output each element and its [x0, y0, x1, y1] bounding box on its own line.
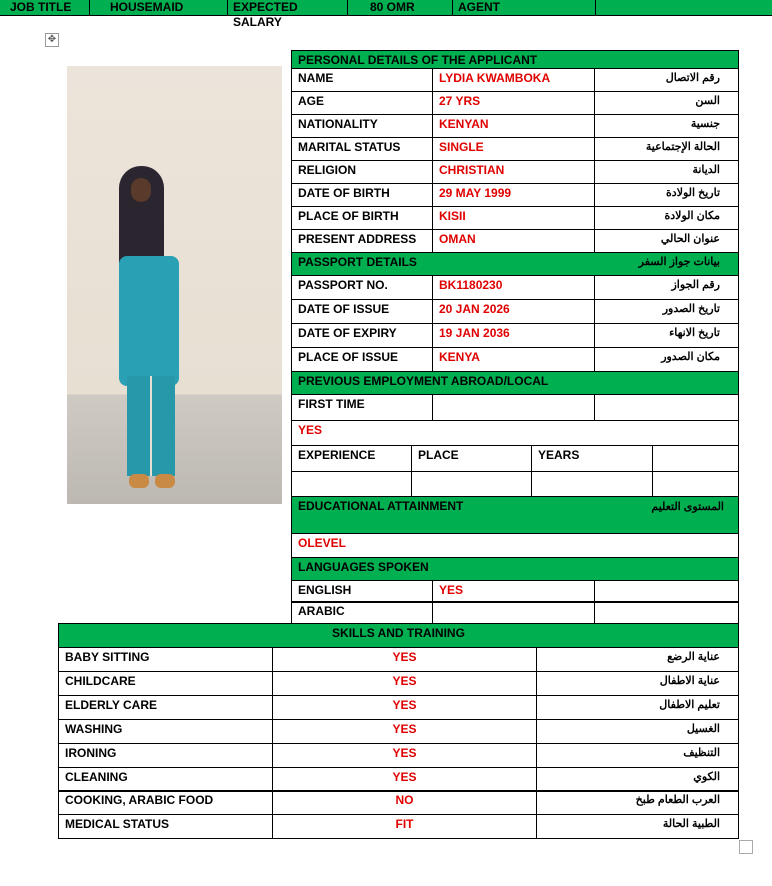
- field-value: BK1180230: [432, 275, 595, 300]
- field-label: MARITAL STATUS: [291, 137, 433, 161]
- experience-cell: [291, 471, 412, 497]
- skill-value: YES: [272, 743, 537, 768]
- first-time-label: FIRST TIME: [291, 394, 433, 421]
- skill-value: YES: [272, 647, 537, 672]
- education-value: OLEVEL: [291, 533, 739, 558]
- skill-name-arabic: الغسيل: [536, 719, 739, 744]
- field-label-arabic: الديانة: [594, 160, 739, 184]
- skill-value: YES: [272, 767, 537, 792]
- language-extra: [594, 601, 739, 624]
- field-value: 29 MAY 1999: [432, 183, 595, 207]
- experience-col-header: EXPERIENCE: [291, 445, 412, 472]
- experience-cell: [652, 471, 739, 497]
- experience-cell: [531, 471, 653, 497]
- first-time-answer: YES: [291, 420, 739, 446]
- field-label-arabic: الحالة الإجتماعية: [594, 137, 739, 161]
- skill-name: COOKING, ARABIC FOOD: [58, 790, 273, 815]
- skill-name-arabic: التنظيف: [536, 743, 739, 768]
- skill-value: YES: [272, 719, 537, 744]
- job-title-label: JOB TITLE: [0, 0, 90, 15]
- expected-salary-label: EXPECTED SALARY: [228, 0, 348, 15]
- experience-col-header: YEARS: [531, 445, 653, 472]
- field-label: RELIGION: [291, 160, 433, 184]
- education-header: [291, 496, 739, 534]
- field-label-arabic: تاريخ الانهاء: [594, 323, 739, 348]
- field-label-arabic: جنسية: [594, 114, 739, 138]
- education-header-label: EDUCATIONAL ATTAINMENT: [298, 499, 464, 513]
- field-label-arabic: عنوان الحالي: [594, 229, 739, 253]
- field-label: DATE OF ISSUE: [291, 299, 433, 324]
- field-value: KENYA: [432, 347, 595, 372]
- skill-name: MEDICAL STATUS: [58, 814, 273, 839]
- skill-name: CHILDCARE: [58, 671, 273, 696]
- expected-salary-value: 80 OMR: [348, 0, 453, 15]
- experience-cell: [411, 471, 532, 497]
- field-value: 19 JAN 2036: [432, 323, 595, 348]
- field-value: KISII: [432, 206, 595, 230]
- agent-value: [596, 0, 772, 15]
- field-label-arabic: مكان الولادة: [594, 206, 739, 230]
- field-label-arabic: مكان الصدور: [594, 347, 739, 372]
- field-value: LYDIA KWAMBOKA: [432, 68, 595, 92]
- passport-header-label: PASSPORT DETAILS: [298, 255, 417, 269]
- field-value: KENYAN: [432, 114, 595, 138]
- field-label: DATE OF BIRTH: [291, 183, 433, 207]
- field-label-arabic: تاريخ الصدور: [594, 299, 739, 324]
- skill-name-arabic: تعليم الاطفال: [536, 695, 739, 720]
- skill-name: IRONING: [58, 743, 273, 768]
- skill-name-arabic: الكوي: [536, 767, 739, 792]
- field-value: SINGLE: [432, 137, 595, 161]
- field-label: PLACE OF ISSUE: [291, 347, 433, 372]
- skill-value: NO: [272, 790, 537, 815]
- education-header-arabic: المستوى التعليم: [651, 501, 724, 513]
- passport-header-arabic: بيانات جواز السفر: [638, 256, 720, 268]
- language-name: ENGLISH: [291, 580, 433, 603]
- skill-name: CLEANING: [58, 767, 273, 792]
- skill-name: BABY SITTING: [58, 647, 273, 672]
- skill-value: YES: [272, 695, 537, 720]
- table-resize-handle[interactable]: [739, 840, 753, 854]
- field-label: PRESENT ADDRESS: [291, 229, 433, 253]
- skill-name: WASHING: [58, 719, 273, 744]
- job-title-value: HOUSEMAID: [90, 0, 228, 15]
- languages-header: LANGUAGES SPOKEN: [291, 557, 739, 581]
- field-value: 27 YRS: [432, 91, 595, 115]
- field-label: PASSPORT NO.: [291, 275, 433, 300]
- language-extra: [594, 580, 739, 603]
- field-label-arabic: السن: [594, 91, 739, 115]
- field-value: CHRISTIAN: [432, 160, 595, 184]
- skill-name-arabic: العرب الطعام طبخ: [536, 790, 739, 815]
- skills-header: SKILLS AND TRAINING: [58, 623, 739, 648]
- field-label: DATE OF EXPIRY: [291, 323, 433, 348]
- passport-details-header: [291, 252, 739, 276]
- top-info-bar: [0, 0, 772, 29]
- language-value: [432, 601, 595, 624]
- field-label-arabic: رقم الجواز: [594, 275, 739, 300]
- skill-name-arabic: عناية الرضع: [536, 647, 739, 672]
- applicant-photo: [67, 66, 282, 504]
- first-time-empty: [432, 394, 595, 421]
- field-label: NATIONALITY: [291, 114, 433, 138]
- field-label-arabic: رقم الاتصال: [594, 68, 739, 92]
- field-label-arabic: تاريخ الولادة: [594, 183, 739, 207]
- personal-details-header: PERSONAL DETAILS OF THE APPLICANT: [291, 50, 739, 69]
- skill-value: FIT: [272, 814, 537, 839]
- skill-name-arabic: الطبية الحالة: [536, 814, 739, 839]
- employment-header: PREVIOUS EMPLOYMENT ABROAD/LOCAL: [291, 371, 739, 395]
- table-move-handle-icon[interactable]: ✥: [45, 33, 59, 47]
- language-name: ARABIC: [291, 601, 433, 624]
- experience-col-header: PLACE: [411, 445, 532, 472]
- field-label: AGE: [291, 91, 433, 115]
- first-time-empty: [594, 394, 739, 421]
- skill-name: ELDERLY CARE: [58, 695, 273, 720]
- field-value: OMAN: [432, 229, 595, 253]
- language-value: YES: [432, 580, 595, 603]
- skill-name-arabic: عناية الاطفال: [536, 671, 739, 696]
- field-label: NAME: [291, 68, 433, 92]
- field-label: PLACE OF BIRTH: [291, 206, 433, 230]
- agent-label: AGENT: [453, 0, 596, 15]
- skill-value: YES: [272, 671, 537, 696]
- experience-col-header: [652, 445, 739, 472]
- field-value: 20 JAN 2026: [432, 299, 595, 324]
